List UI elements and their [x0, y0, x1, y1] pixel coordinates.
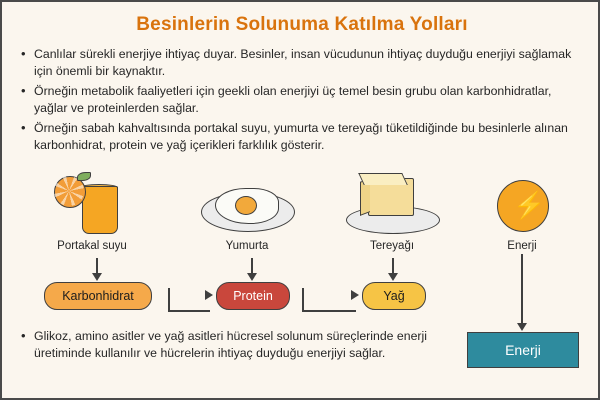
arrow-right-icon: [205, 290, 213, 300]
bullet-marker: •: [21, 120, 26, 135]
page-title: Besinlerin Solunuma Katılma Yolları: [136, 14, 468, 35]
food-caption: Yumurta: [225, 240, 269, 252]
list-item: [20, 120, 586, 153]
nutrient-pill-label: Yağ: [383, 289, 405, 303]
arrow-down-icon: [96, 258, 98, 274]
butter-top-icon: [358, 173, 408, 185]
list-item: [20, 83, 586, 116]
energy-output-box: [467, 332, 579, 368]
egg-yolk-icon: [235, 196, 257, 215]
footer-text: Glikoz, amino asitler ve yağ asitleri hücresel solunum süreçlerinde enerji üretiminde kullanılır ve hücrelerin ihtiyaç duyduğu enerjiyi sağlar.: [34, 329, 427, 360]
arrow-down-icon: [251, 258, 253, 274]
nutrient-pill-label: Protein: [233, 289, 273, 303]
bullet-marker: •: [21, 46, 26, 61]
leaf-icon: [77, 172, 91, 181]
arrow-down-icon: [521, 254, 523, 324]
bullet-marker: •: [21, 83, 26, 98]
energy-output-label: Enerji: [505, 342, 541, 358]
energy-bolt-icon: ⚡: [513, 190, 546, 220]
nutrient-pill-protein: [216, 282, 290, 310]
food-caption: Tereyağı: [369, 240, 415, 252]
list-item-text: Canlılar sürekli enerjiye ihtiyaç duyar. Besinler, insan vücudunun ihtiyaç duyduğu enerjiyi sağlamak için önemli bir kaynaktır.: [34, 47, 572, 78]
list-item-text: Örneğin metabolik faaliyetleri için geekli olan enerjiyi üç temel besin grubu olan karbonhidratlar, yağlar ve proteinlerden sağlar.: [34, 84, 552, 115]
footer-note: [20, 328, 450, 361]
arrow-down-icon: [392, 258, 394, 274]
orange-juice-icon: [82, 186, 118, 234]
list-item: [20, 328, 450, 361]
bullet-list: [20, 46, 586, 157]
nutrient-pill-fat: [362, 282, 426, 310]
food-caption: Portakal suyu: [57, 240, 127, 252]
connector-elbow-icon: [168, 288, 210, 312]
list-item-text: Örneğin sabah kahvaltısında portakal suyu, yumurta ve tereyağı tüketildiğinde bu besinlerle alınan karbonhidrat, protein ve yağ içerikleri farklılık gösterir.: [34, 121, 568, 152]
connector-elbow-icon: [302, 288, 356, 312]
bullet-marker: •: [21, 328, 26, 343]
food-icon-row: [2, 172, 600, 252]
food-caption: Enerji: [507, 240, 537, 252]
list-item: [20, 46, 586, 79]
nutrient-pill-carbohydrate: [44, 282, 152, 310]
nutrient-pill-label: Karbonhidrat: [62, 289, 134, 303]
arrow-right-icon: [351, 290, 359, 300]
